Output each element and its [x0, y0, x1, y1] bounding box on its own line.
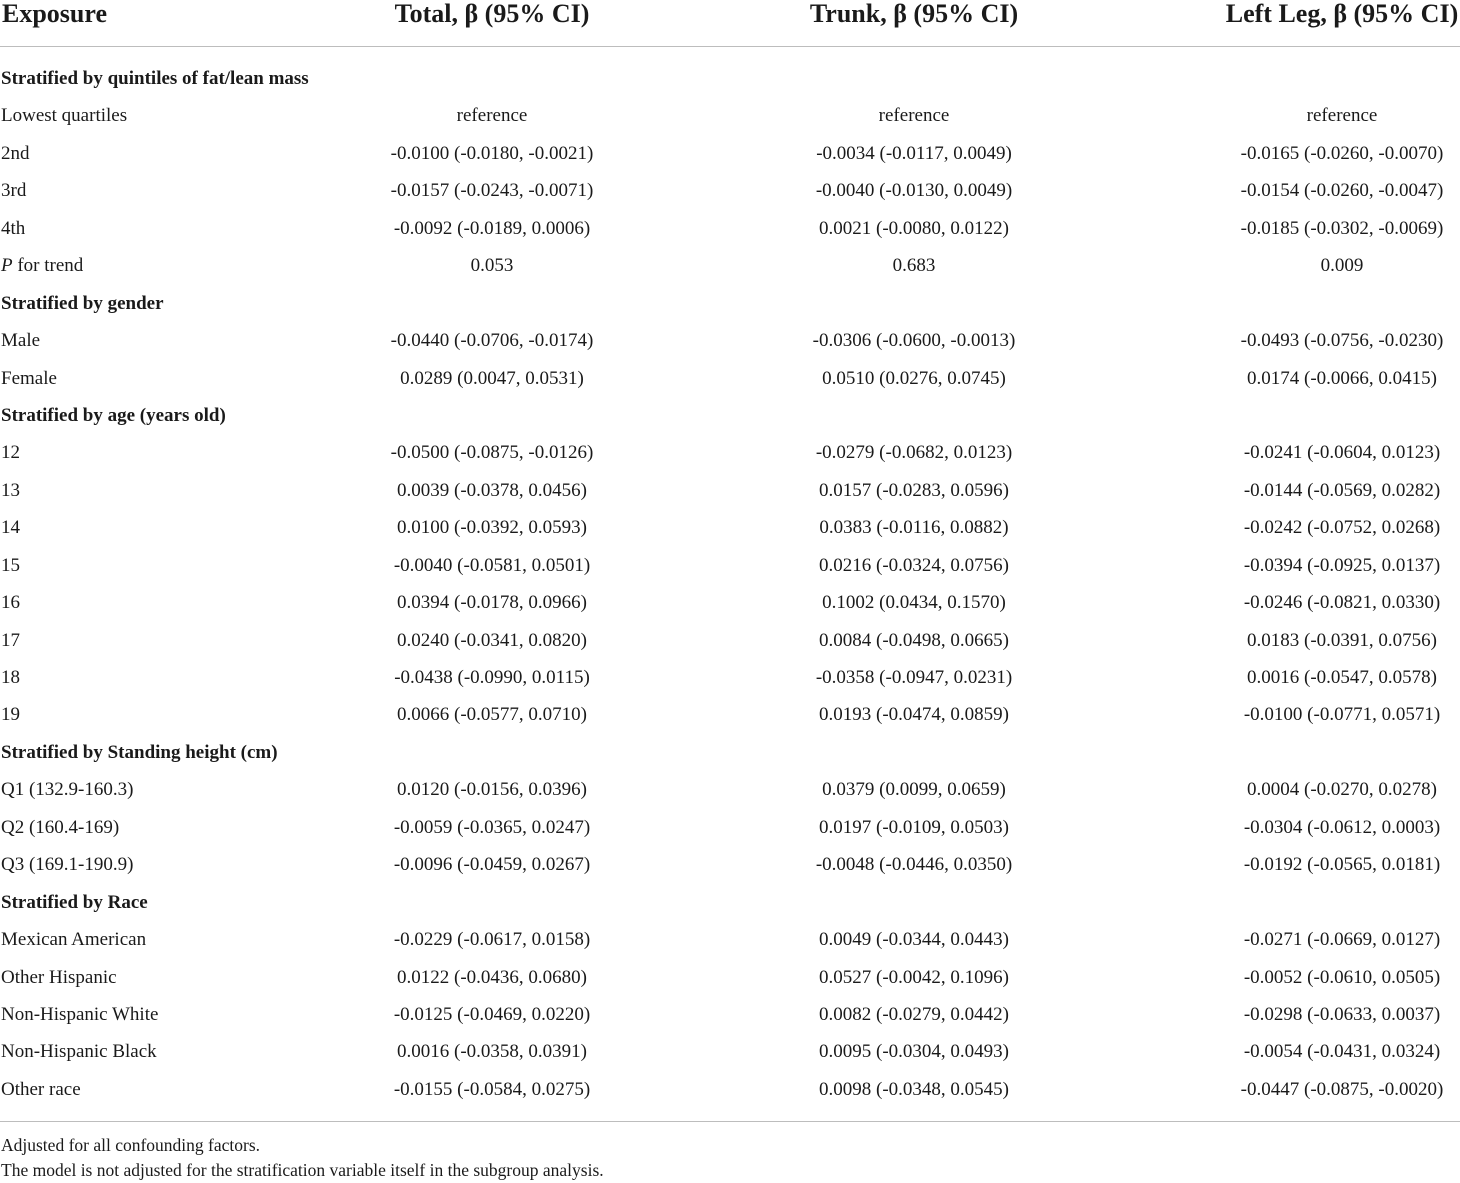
left-leg-cell: 0.0004 (-0.0270, 0.0278) [1247, 779, 1437, 801]
trunk-cell: 0.0021 (-0.0080, 0.0122) [819, 217, 1009, 239]
row-label: 4th [1, 217, 26, 239]
total-cell: -0.0155 (-0.0584, 0.0275) [393, 1078, 591, 1100]
table-row [0, 247, 1460, 284]
trunk-cell: 0.0157 (-0.0283, 0.0596) [819, 479, 1009, 501]
table-row [0, 360, 1460, 397]
left-leg-cell: -0.0241 (-0.0604, 0.0123) [1243, 442, 1441, 464]
left-leg-cell: -0.0052 (-0.0610, 0.0505) [1243, 966, 1441, 988]
section-label: Stratified by quintiles of fat/lean mass [1, 68, 309, 89]
left-leg-cell: -0.0304 (-0.0612, 0.0003) [1243, 816, 1441, 838]
total-cell: 0.0240 (-0.0341, 0.0820) [397, 629, 587, 651]
row-label: 16 [1, 592, 20, 614]
row-label: 2nd [1, 142, 30, 164]
left-leg-cell: -0.0154 (-0.0260, -0.0047) [1240, 180, 1444, 202]
left-leg-cell: -0.0185 (-0.0302, -0.0069) [1240, 217, 1444, 239]
header-exposure: Exposure [2, 0, 107, 28]
trunk-cell: -0.0040 (-0.0130, 0.0049) [815, 180, 1013, 202]
header-total: Total, β (95% CI) [394, 0, 590, 28]
table-footnotes [1, 1133, 604, 1183]
left-leg-cell: 0.0183 (-0.0391, 0.0756) [1247, 629, 1437, 651]
header-trunk: Trunk, β (95% CI) [809, 0, 1019, 28]
table-row [0, 696, 1460, 733]
row-label: 18 [1, 667, 20, 688]
table-row [0, 172, 1460, 209]
row-label: Lowest quartiles [1, 105, 128, 127]
total-cell: -0.0229 (-0.0617, 0.0158) [393, 929, 591, 951]
section-header-row [0, 397, 1460, 434]
table-row [0, 846, 1460, 883]
trunk-cell: 0.0197 (-0.0109, 0.0503) [819, 816, 1009, 838]
total-cell: -0.0100 (-0.0180, -0.0021) [390, 142, 594, 164]
row-label: Non-Hispanic Black [1, 1041, 157, 1063]
footnote: Adjusted for all confounding factors. [1, 1135, 261, 1155]
row-label: 3rd [1, 180, 27, 202]
row-label: 14 [1, 517, 20, 539]
row-label-text: for trend [17, 255, 84, 277]
row-label [1, 247, 83, 284]
left-leg-cell: -0.0271 (-0.0669, 0.0127) [1243, 929, 1441, 951]
table-row [0, 434, 1460, 471]
row-label: 12 [1, 442, 20, 464]
table-row [0, 135, 1460, 172]
section-header-row [0, 734, 1460, 771]
trunk-cell: reference [878, 105, 950, 127]
table-row [0, 659, 1460, 696]
trunk-cell: 0.0049 (-0.0344, 0.0443) [819, 929, 1009, 951]
footer-rule [0, 1121, 1460, 1122]
left-leg-cell: 0.0174 (-0.0066, 0.0415) [1247, 367, 1437, 389]
table-body [0, 60, 1460, 1108]
row-label-italic: P [1, 255, 13, 277]
total-cell: -0.0059 (-0.0365, 0.0247) [393, 816, 591, 838]
table-row [0, 771, 1460, 808]
table-row [0, 472, 1460, 509]
total-cell: -0.0125 (-0.0469, 0.0220) [393, 1003, 591, 1025]
header-rule [0, 46, 1460, 47]
row-label: Other race [1, 1078, 81, 1100]
total-cell: -0.0438 (-0.0990, 0.0115) [394, 667, 590, 688]
trunk-cell: -0.0048 (-0.0446, 0.0350) [815, 854, 1013, 876]
trunk-cell: 0.0098 (-0.0348, 0.0545) [819, 1078, 1009, 1100]
row-label: Other Hispanic [1, 966, 117, 988]
trunk-cell: 0.0082 (-0.0279, 0.0442) [819, 1003, 1009, 1025]
total-cell: 0.0016 (-0.0358, 0.0391) [397, 1041, 587, 1063]
total-cell: 0.053 [470, 255, 514, 277]
table-row [0, 210, 1460, 247]
trunk-cell: 0.0084 (-0.0498, 0.0665) [819, 629, 1009, 651]
total-cell: -0.0096 (-0.0459, 0.0267) [393, 854, 591, 876]
table-row [0, 996, 1460, 1033]
section-label: Stratified by age (years old) [1, 404, 226, 426]
trunk-cell: 0.0193 (-0.0474, 0.0859) [819, 704, 1009, 726]
trunk-cell: -0.0358 (-0.0947, 0.0231) [815, 667, 1013, 688]
trunk-cell: 0.683 [892, 255, 936, 277]
row-label: Female [1, 367, 57, 389]
left-leg-cell: -0.0493 (-0.0756, -0.0230) [1240, 330, 1444, 352]
left-leg-cell: -0.0165 (-0.0260, -0.0070) [1240, 142, 1444, 164]
table-row [0, 1071, 1460, 1108]
trunk-cell: 0.0383 (-0.0116, 0.0882) [819, 517, 1009, 539]
row-label: Male [1, 330, 41, 352]
trunk-cell: 0.0095 (-0.0304, 0.0493) [819, 1041, 1009, 1063]
trunk-cell: -0.0279 (-0.0682, 0.0123) [815, 442, 1013, 464]
row-label: 15 [1, 554, 20, 576]
left-leg-cell: -0.0246 (-0.0821, 0.0330) [1243, 592, 1441, 614]
total-cell: 0.0289 (0.0047, 0.0531) [400, 367, 584, 389]
left-leg-cell: 0.0016 (-0.0547, 0.0578) [1247, 667, 1437, 688]
total-cell: 0.0122 (-0.0436, 0.0680) [397, 966, 587, 988]
row-label: 19 [1, 704, 20, 726]
trunk-cell: 0.0216 (-0.0324, 0.0756) [819, 554, 1009, 576]
section-header-row [0, 285, 1460, 322]
row-label: Non-Hispanic White [1, 1003, 159, 1025]
row-label: Q2 (160.4-169) [1, 816, 120, 838]
total-cell: 0.0039 (-0.0378, 0.0456) [397, 479, 587, 501]
table-row [0, 547, 1460, 584]
left-leg-cell: -0.0054 (-0.0431, 0.0324) [1243, 1041, 1441, 1063]
section-label: Stratified by Standing height (cm) [1, 741, 278, 763]
table-row [0, 509, 1460, 546]
total-cell: 0.0120 (-0.0156, 0.0396) [397, 779, 587, 801]
table-row [0, 959, 1460, 996]
total-cell: -0.0040 (-0.0581, 0.0501) [393, 554, 591, 576]
table-row [0, 584, 1460, 621]
left-leg-cell: -0.0394 (-0.0925, 0.0137) [1243, 554, 1441, 576]
total-cell: 0.0066 (-0.0577, 0.0710) [397, 704, 587, 726]
left-leg-cell: 0.009 [1320, 255, 1364, 277]
trunk-cell: 0.0510 (0.0276, 0.0745) [822, 367, 1006, 389]
table-row [0, 622, 1460, 659]
table-row [0, 97, 1460, 134]
footnote: The model is not adjusted for the stratification variable itself in the subgroup analysis. [1, 1160, 604, 1180]
table-row [0, 809, 1460, 846]
section-header-row [0, 884, 1460, 921]
total-cell: 0.0100 (-0.0392, 0.0593) [397, 517, 587, 539]
header-left-leg: Left Leg, β (95% CI) [1225, 0, 1459, 28]
trunk-cell: 0.0379 (0.0099, 0.0659) [822, 779, 1006, 801]
total-cell: 0.0394 (-0.0178, 0.0966) [397, 592, 587, 614]
left-leg-cell: -0.0144 (-0.0569, 0.0282) [1243, 479, 1441, 501]
row-label: Q3 (169.1-190.9) [1, 854, 134, 876]
trunk-cell: -0.0306 (-0.0600, -0.0013) [812, 330, 1016, 352]
left-leg-cell: -0.0242 (-0.0752, 0.0268) [1243, 517, 1441, 539]
trunk-cell: -0.0034 (-0.0117, 0.0049) [816, 142, 1012, 164]
row-label: 17 [1, 629, 20, 651]
row-label: Q1 (132.9-160.3) [1, 779, 134, 801]
left-leg-cell: -0.0100 (-0.0771, 0.0571) [1243, 704, 1441, 726]
section-header-row [0, 60, 1460, 97]
total-cell: -0.0157 (-0.0243, -0.0071) [390, 180, 594, 202]
trunk-cell: 0.1002 (0.0434, 0.1570) [822, 592, 1006, 614]
total-cell: reference [456, 105, 528, 127]
total-cell: -0.0440 (-0.0706, -0.0174) [390, 330, 594, 352]
table-row [0, 322, 1460, 359]
total-cell: -0.0500 (-0.0875, -0.0126) [390, 442, 594, 464]
row-label: 13 [1, 479, 20, 501]
total-cell: -0.0092 (-0.0189, 0.0006) [393, 217, 591, 239]
table-row [0, 921, 1460, 958]
table-row [0, 1033, 1460, 1070]
row-label: Mexican American [1, 929, 147, 951]
section-label: Stratified by gender [1, 292, 164, 314]
left-leg-cell: -0.0192 (-0.0565, 0.0181) [1243, 854, 1441, 876]
trunk-cell: 0.0527 (-0.0042, 0.1096) [819, 966, 1009, 988]
section-label: Stratified by Race [1, 891, 148, 913]
left-leg-cell: reference [1306, 105, 1378, 127]
left-leg-cell: -0.0298 (-0.0633, 0.0037) [1243, 1003, 1441, 1025]
left-leg-cell: -0.0447 (-0.0875, -0.0020) [1240, 1078, 1444, 1100]
